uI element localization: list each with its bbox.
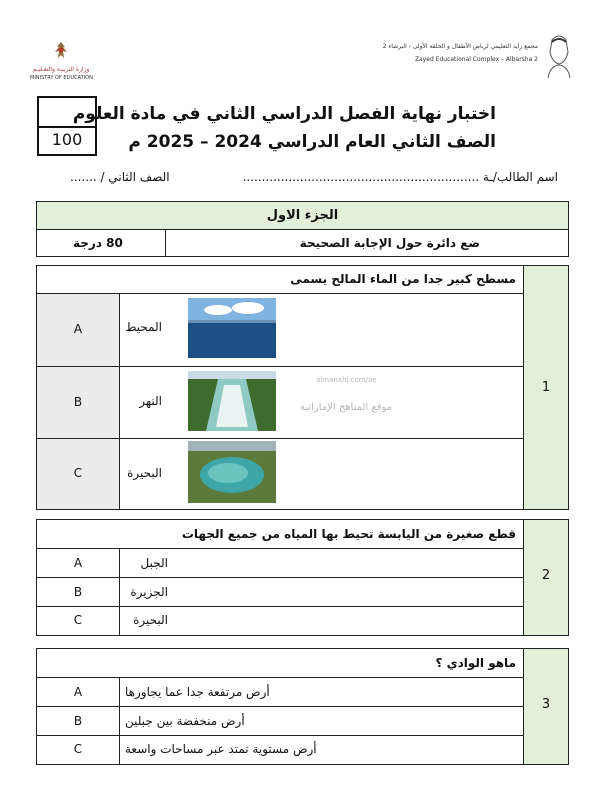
ministry-name-en: MINISTRY OF EDUCATION xyxy=(30,75,93,81)
q3-row-line-2 xyxy=(37,735,524,736)
part-one-header xyxy=(36,201,569,230)
uae-emblem xyxy=(50,40,72,62)
q3-header-line xyxy=(37,677,524,678)
question-number: 2 xyxy=(541,568,551,583)
question-text: ماهو الوادي ؟ xyxy=(435,656,516,670)
lake-photo xyxy=(188,441,276,503)
option-text[interactable]: البحيرة xyxy=(127,466,162,480)
option-text[interactable]: أرض مرتفعة جدا عما يجاورها xyxy=(125,685,270,699)
q1-letter-cell-b xyxy=(37,367,120,438)
option-letter: B xyxy=(73,395,83,409)
question-number-cell xyxy=(523,520,568,635)
option-letter: C xyxy=(73,742,83,756)
option-letter: C xyxy=(73,466,83,480)
option-letter: A xyxy=(73,322,83,336)
part-title: الجزء الاول xyxy=(266,208,339,223)
watermark-name: موقع المناهج الإماراتية xyxy=(300,402,393,413)
option-letter: B xyxy=(73,714,83,728)
falcon-emblem-icon xyxy=(50,40,72,62)
option-text[interactable]: المحيط xyxy=(125,320,162,334)
option-letter: A xyxy=(73,685,83,699)
question-number-cell xyxy=(523,266,568,509)
q1-letter-cell-c xyxy=(37,439,120,509)
school-name-en: Zayed Educational Complex – Albarsha 2 xyxy=(414,56,538,63)
student-class-line: الصف الثاني / ....... xyxy=(70,170,170,184)
exam-subtitle: الصف الثاني العام الدراسي 2024 – 2025 م xyxy=(128,132,496,152)
founder-portrait xyxy=(544,32,574,80)
exam-title: اختبار نهاية الفصل الدراسي الثاني في مادة العلوم xyxy=(72,104,496,124)
q2-header-line xyxy=(37,548,524,549)
option-letter: B xyxy=(73,585,83,599)
question-text: مسطح كبير جدا من الماء المالح يسمى xyxy=(290,272,516,286)
q3-row-line-1 xyxy=(37,706,524,707)
option-text[interactable]: الجزيرة xyxy=(130,585,168,599)
instruction-divider xyxy=(165,230,166,256)
student-name-line: اسم الطالب/ـة .............................................................. xyxy=(242,170,558,184)
score-divider xyxy=(39,126,95,128)
question-number: 1 xyxy=(541,380,551,395)
instruction-row xyxy=(36,229,569,257)
watermark-site: almanahj.com/ae xyxy=(316,376,377,384)
river-image-icon xyxy=(188,371,276,431)
q2-letter-divider xyxy=(119,548,120,635)
part-instruction: ضع دائرة حول الإجابة الصحيحة xyxy=(299,236,480,250)
option-letter: C xyxy=(73,613,83,627)
ministry-name-ar: وزارة التربيـة والتعـليـم xyxy=(32,66,90,73)
total-score: 100 xyxy=(51,130,83,149)
river-photo xyxy=(188,371,276,431)
question-1 xyxy=(36,265,569,510)
portrait-sketch-icon xyxy=(544,32,574,80)
lake-image-icon xyxy=(188,441,276,503)
q2-row-line-1 xyxy=(37,577,524,578)
option-text[interactable]: أرض منخفضة بين جبلين xyxy=(125,714,245,728)
question-number-cell xyxy=(523,649,568,764)
q1-letter-cell-a xyxy=(37,294,120,366)
q2-row-line-2 xyxy=(37,606,524,607)
option-letter: A xyxy=(73,556,83,570)
ocean-photo xyxy=(188,298,276,358)
question-3 xyxy=(36,648,569,765)
option-text[interactable]: البحيرة xyxy=(133,613,168,627)
option-text[interactable]: النهر xyxy=(139,394,162,408)
q3-letter-divider xyxy=(119,677,120,764)
question-text: قطع صغيرة من اليابسة تحيط بها المياه من جميع الجهات xyxy=(181,527,516,541)
school-name-ar: مجمع زايد التعليمي لرياض الأطفال و الحلقة الأولى - البرشاء 2 xyxy=(382,43,538,50)
option-text[interactable]: الجبل xyxy=(140,556,168,570)
question-number: 3 xyxy=(541,697,551,712)
part-marks: 80 درجة xyxy=(73,236,123,250)
option-text[interactable]: أرض مستوية تمتد عبر مساحات واسعة xyxy=(125,742,317,756)
question-2 xyxy=(36,519,569,636)
ocean-image-icon xyxy=(188,298,276,358)
